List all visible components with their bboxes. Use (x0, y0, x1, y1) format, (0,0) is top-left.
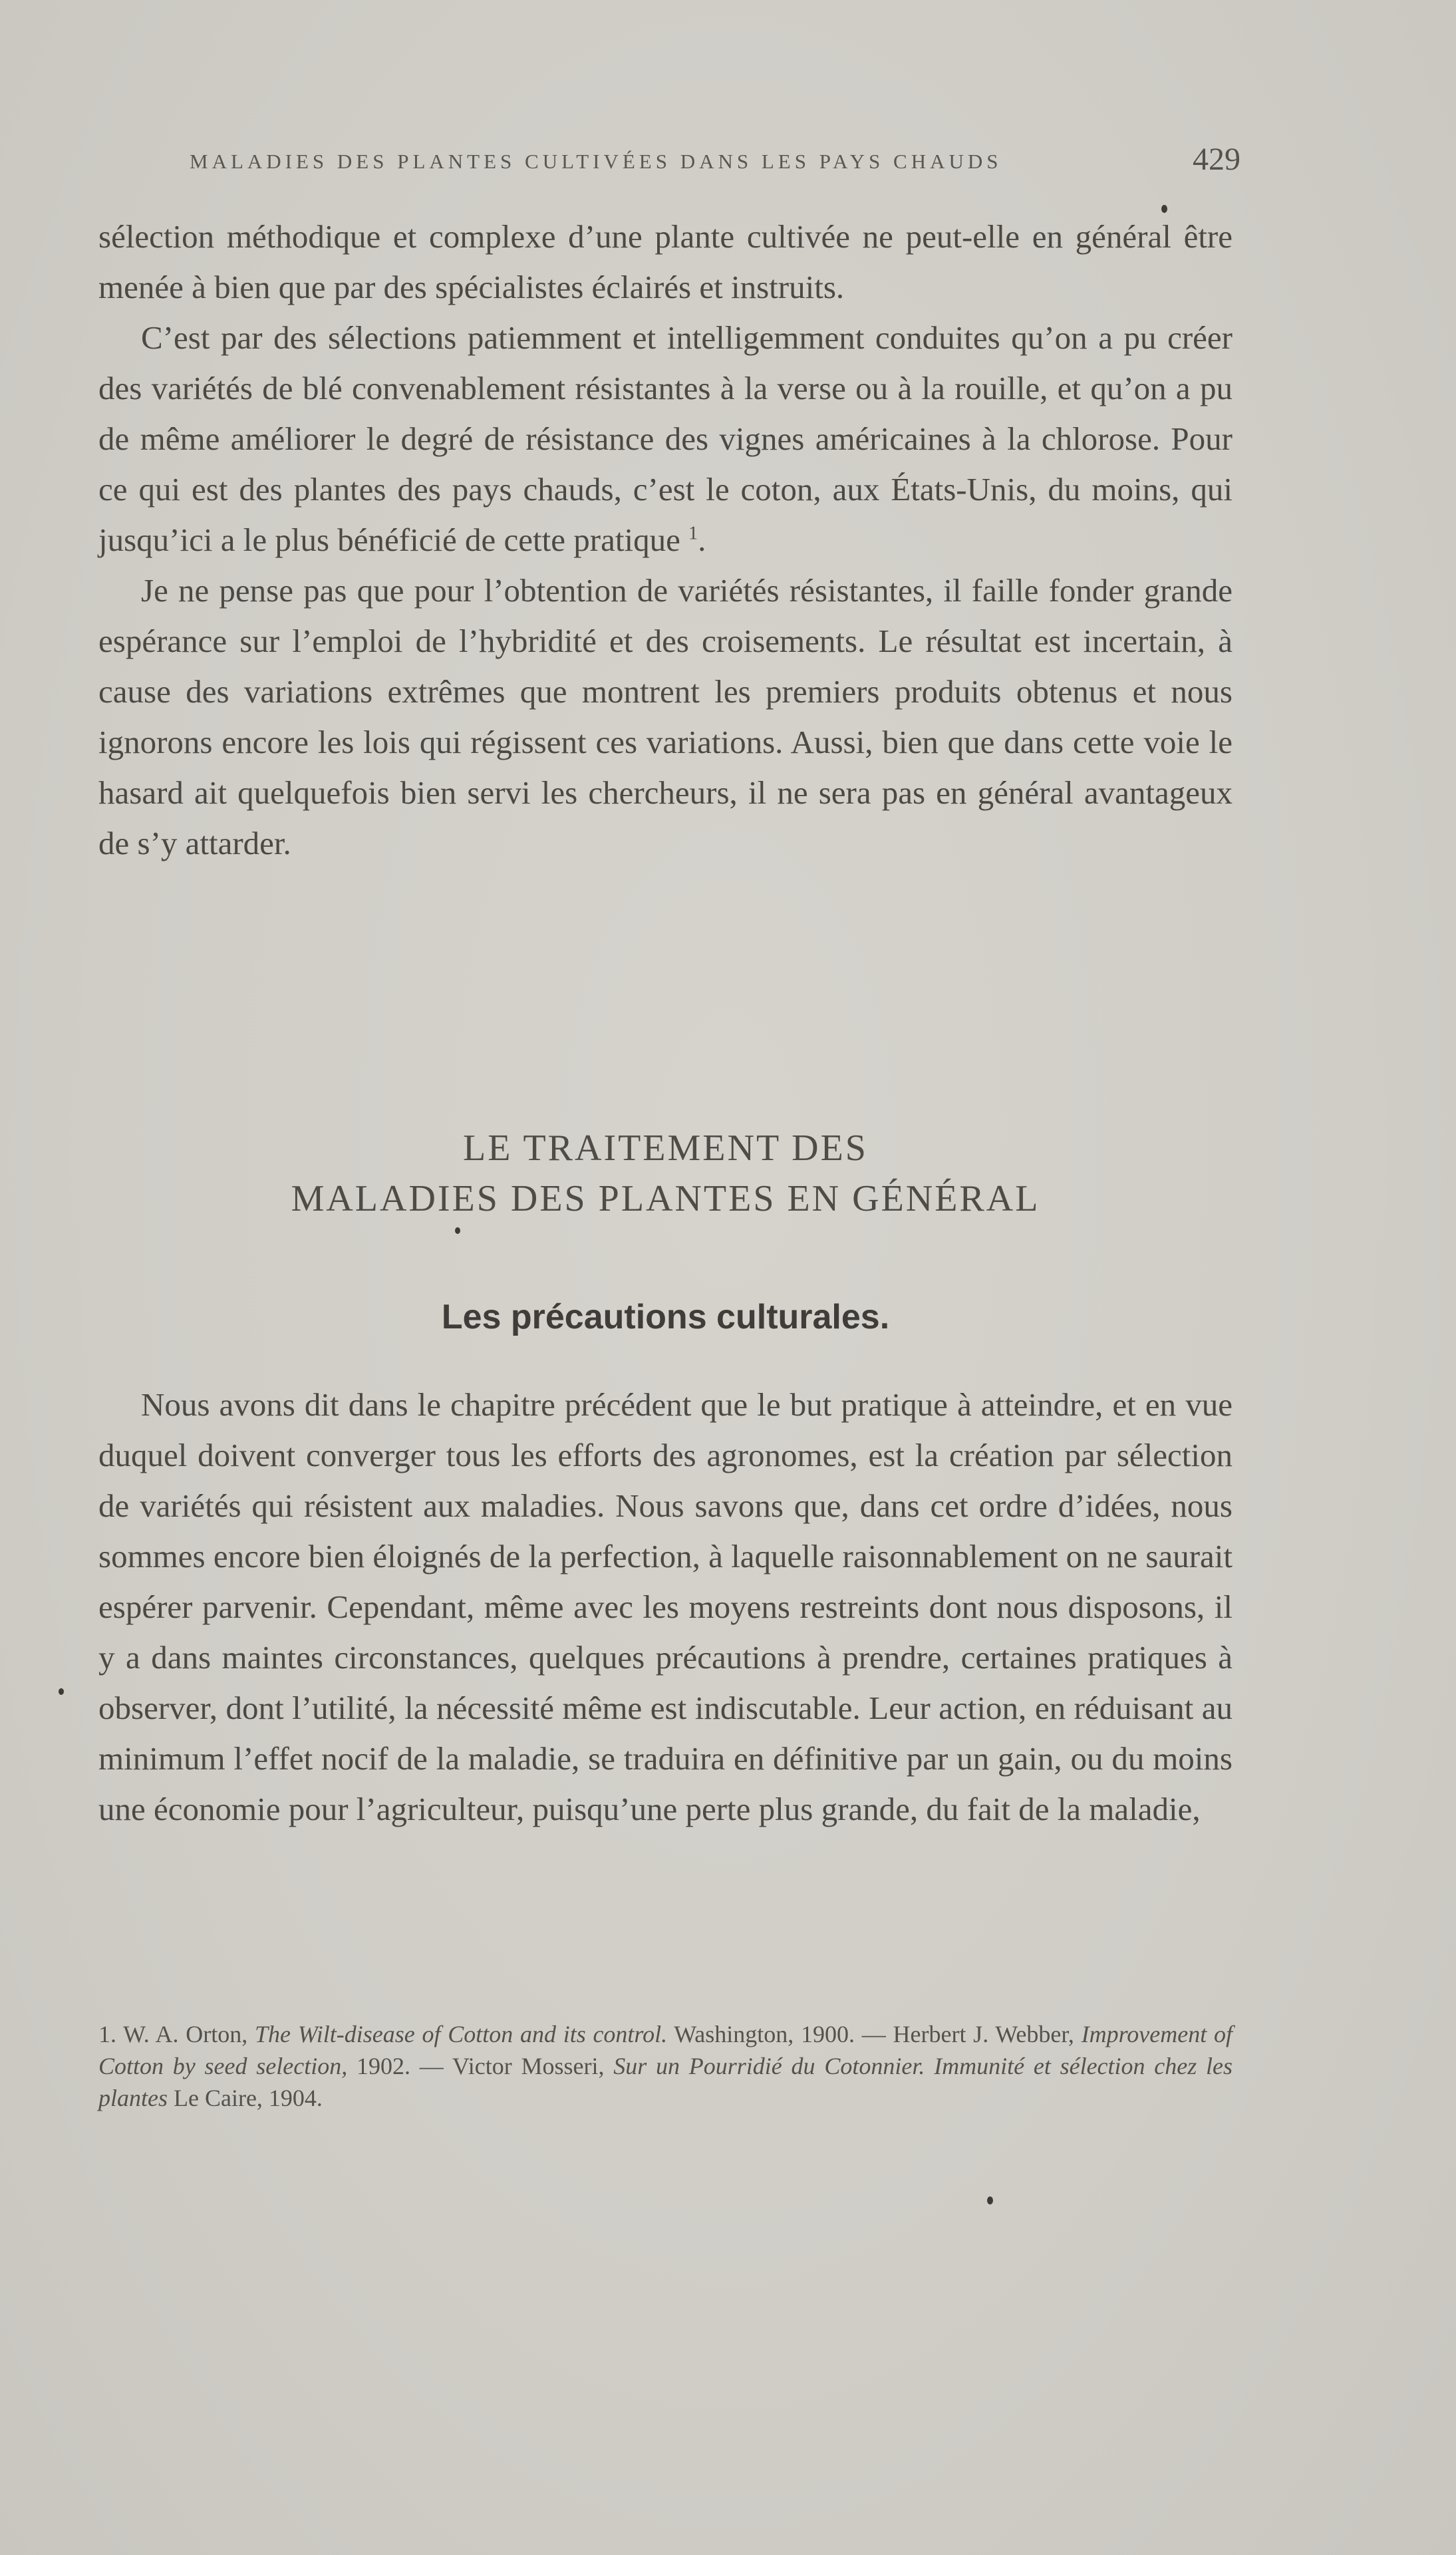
ink-speck (59, 1688, 64, 1695)
running-header: MALADIES DES PLANTES CULTIVÉES DANS LES PAYS CHAUDS (190, 150, 1002, 173)
body-text-top (98, 212, 1233, 869)
paragraph-hybridity: Je ne pense pas que pour l’obtention de variétés résistantes, il faille fonder grande espérance sur l’emploi de l’hybridité et des croisements. Le résultat est incertain, à cause des variations extrêmes que montrent les premiers produits obtenus et nous ignorons encore les lois qui régissent ces variations. Aussi, bien que dans cette voie le hasard ait quelquefois bien servi les chercheurs, il ne sera pas en général avantageux de s’y attarder. (98, 572, 1233, 861)
section-title (98, 1123, 1233, 1224)
section-title-line-2: MALADIES DES PLANTES EN GÉNÉRAL (291, 1178, 1040, 1219)
footnote (98, 2018, 1233, 2114)
footnote-number: 1. (98, 2021, 116, 2047)
footnote-reference: 1 (688, 523, 698, 544)
paragraph-selection: C’est par des sélections patiemment et intelligemment conduites qu’on a pu créer des variétés de blé convenablement résistantes à la verse ou à la rouille, et qu’on a pu de même améliorer le degré de résistance des vignes américaines à la chlorose. Pour ce qui est des plantes des pays chauds, c’est le coton, aux États-Unis, du moins, qui jusqu’ici a le plus bénéficié de cette pratique $^1$. (98, 319, 1233, 558)
paragraph-continuation: sélection méthodique et complexe d’une plante cultivée ne peut-elle en général être menée à bien que par des spécialistes éclairés et instruits. (98, 218, 1233, 305)
subsection-title: Les précautions culturales. (441, 1298, 890, 1336)
footnote-title-2: Improvement of Cotton by seed selection, (98, 2021, 1233, 2079)
page-number: 429 (1193, 142, 1240, 177)
body-text-bottom (98, 1380, 1233, 1835)
footnote-author-2: Washington, 1900. — Herbert J. Webber, (674, 2021, 1074, 2047)
ink-speck (987, 2196, 993, 2204)
ink-speck (1161, 205, 1167, 213)
footnote-title-1: The Wilt-disease of Cotton and its control. (255, 2021, 668, 2047)
footnote-author-1: W. A. Orton, (123, 2021, 248, 2047)
section-title-line-1: LE TRAITEMENT DES (463, 1127, 868, 1169)
paragraph-text: C’est par des sélections patiemment et intelligemment conduites qu’on a pu créer des variétés de blé convenablement résistantes à la verse ou à la rouille, et qu’on a pu de même améliorer le degré de résistance des vignes américaines à la chlorose. Pour ce qui est des plantes des pays chauds, c’est le coton, aux États-Unis, du moins, qui jusqu’ici a le plus bénéficié de cette pratique (98, 319, 1233, 558)
footnote-place: Le Caire, 1904. (174, 2085, 323, 2111)
footnote-title-3: Sur un Pourridié du Cotonnier. Immunité et sélection chez les plantes (98, 2053, 1233, 2111)
footnote-author-3: 1902. — Victor Mosseri, (357, 2053, 605, 2079)
ink-speck (455, 1227, 460, 1234)
paragraph-precautions: Nous avons dit dans le chapitre précédent que le but pratique à atteindre, et en vue duquel doivent converger tous les efforts des agronomes, est la création par sélection de variétés qui résistent aux maladies. Nous savons que, dans cet ordre d’idées, nous sommes encore bien éloignés de la perfection, à laquelle raisonnablement on ne saurait espérer parvenir. Cependant, même avec les moyens restreints dont nous disposons, il y a dans maintes circonstances, quelques précautions à prendre, certaines pratiques à observer, dont l’utilité, la nécessité même est indiscutable. Leur action, en réduisant au minimum l’effet nocif de la maladie, se traduira en définitive par un gain, ou du moins une économie pour l’agriculteur, puisqu’une perte plus grande, du fait de la maladie, (98, 1386, 1233, 1827)
